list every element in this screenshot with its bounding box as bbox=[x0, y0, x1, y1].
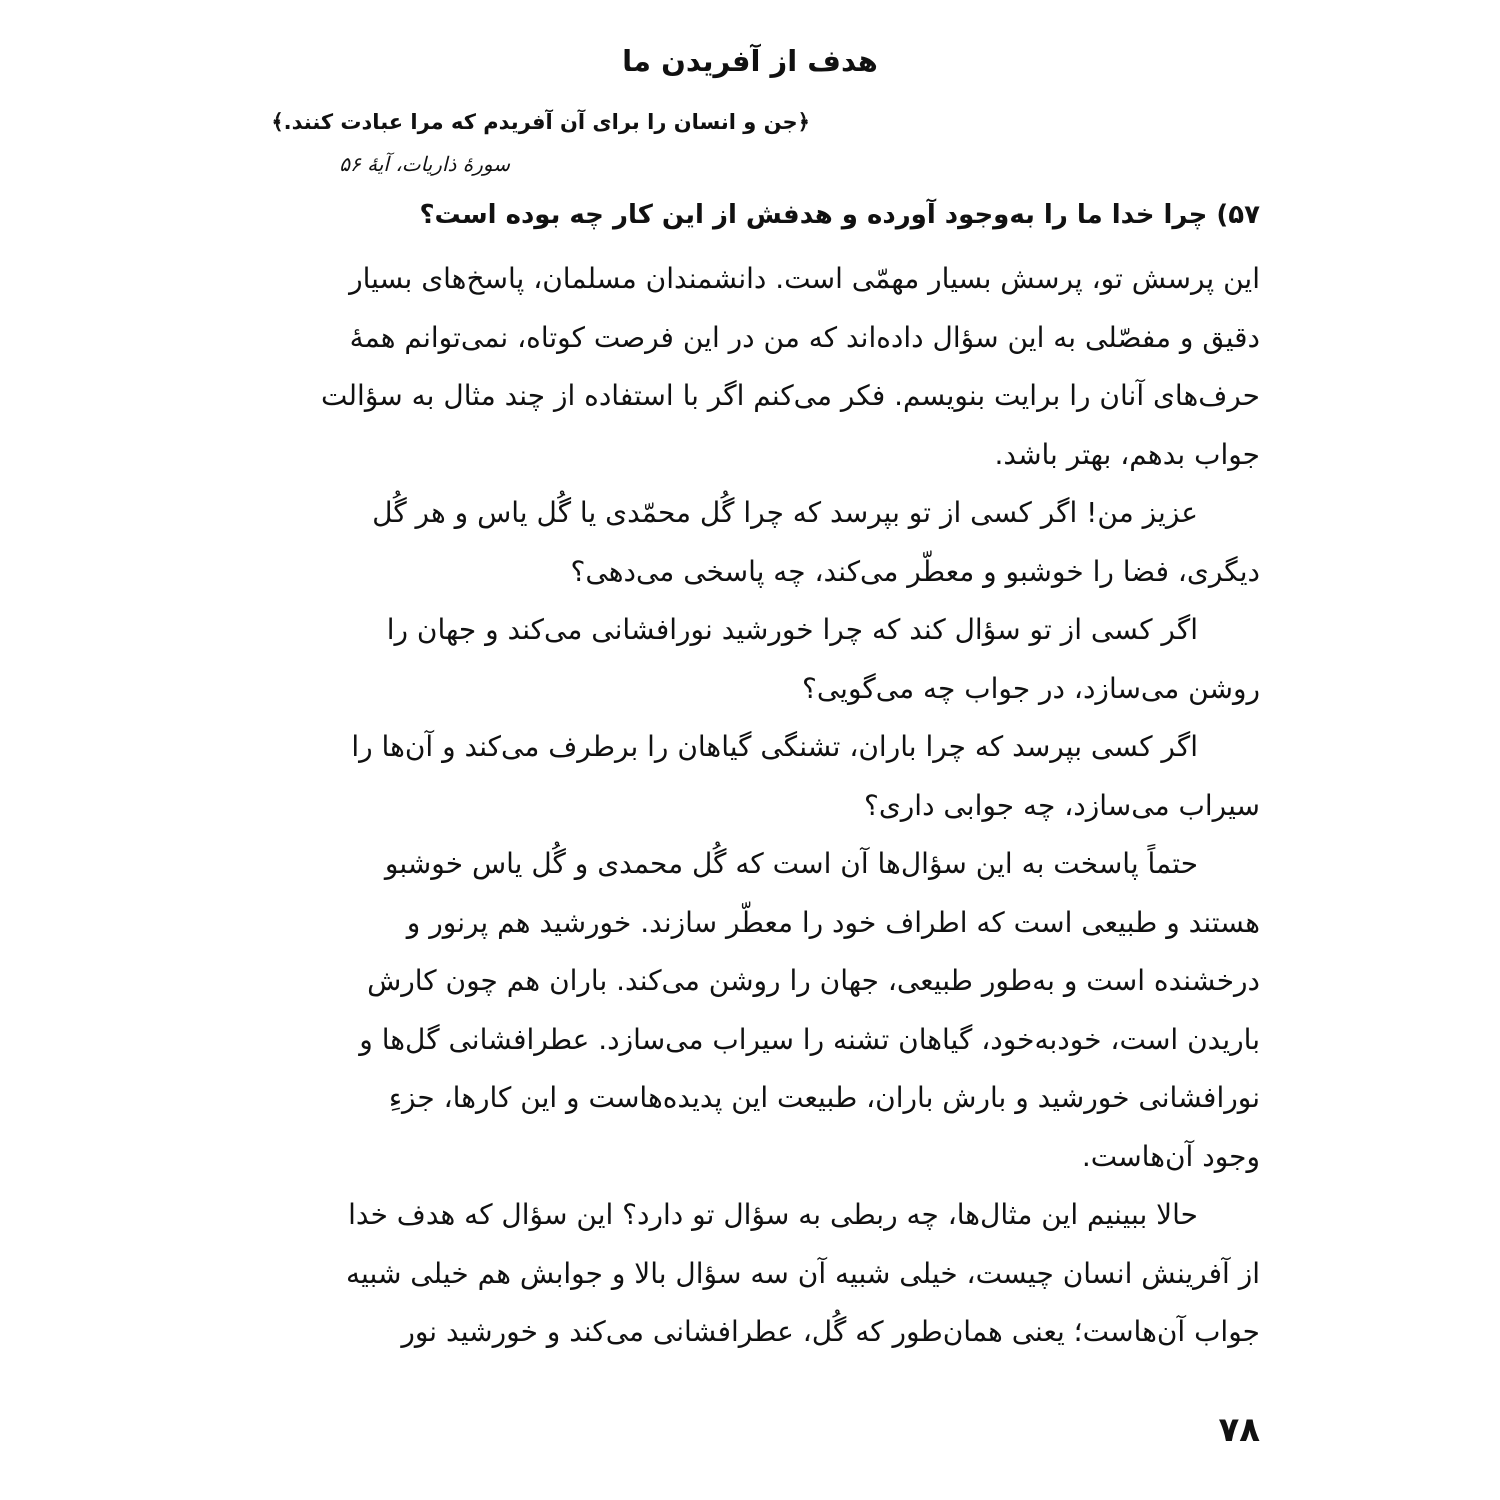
paragraph-3 bbox=[310, 601, 1260, 718]
epigraph-quote: ﴿جن و انسان را برای آن آفریدم که مرا عبادت کنند.﴾ bbox=[271, 110, 810, 134]
text-line: حتماً پاسخت به این سؤال‌ها آن است که گُل محمدی و گُل یاس خوشبو bbox=[384, 847, 1198, 880]
text-line: عزیز من! اگر کسی از تو بپرسد که چرا گُل محمّدی یا گُل یاس و هر گُل bbox=[372, 496, 1198, 529]
epigraph-source: سورهٔ ذاریات، آیهٔ ۵۶ bbox=[339, 152, 510, 176]
text-line: اگر کسی از تو سؤال کند که چرا خورشید نورافشانی می‌کند و جهان را bbox=[386, 613, 1198, 646]
text-line: جواب بدهم، بهتر باشد. bbox=[994, 437, 1260, 471]
text-line: از آفرینش انسان چیست، خیلی شبیه آن سه سؤال بالا و جوابش هم خیلی شبیه bbox=[346, 1256, 1260, 1290]
chapter-title: هدف از آفریدن ما bbox=[622, 44, 878, 78]
text-line: این پرسش تو، پرسش بسیار مهمّی است. دانشمندان مسلمان، پاسخ‌های بسیار bbox=[349, 262, 1260, 295]
text-line: باریدن است، خودبه‌خود، گیاهان تشنه را سیراب می‌سازد. عطرافشانی گل‌ها و bbox=[359, 1022, 1260, 1056]
text-line: دقیق و مفصّلی به این سؤال داده‌اند که من در این فرصت کوتاه، نمی‌توانم همهٔ bbox=[349, 320, 1260, 354]
text-line: وجود آن‌هاست. bbox=[1081, 1139, 1260, 1173]
text-line: درخشنده است و به‌طور طبیعی، جهان را روشن می‌کند. باران هم چون کارش bbox=[367, 964, 1260, 997]
paragraph-1 bbox=[310, 250, 1260, 484]
paragraph-2 bbox=[310, 484, 1260, 601]
page-number: ۷۸ bbox=[1218, 1410, 1260, 1450]
text-line: جواب آن‌هاست؛ یعنی همان‌طور که گُل، عطرافشانی می‌کند و خورشید نور bbox=[401, 1315, 1260, 1348]
text-line: حرف‌های آنان را برایت بنویسم. فکر می‌کنم اگر با استفاده از چند مثال به سؤالت bbox=[321, 379, 1260, 412]
question-heading: ۵۷) چرا خدا ما را به‌وجود آورده و هدفش از این کار چه بوده است؟ bbox=[419, 200, 1260, 230]
paragraph-5 bbox=[310, 835, 1260, 1186]
body-text bbox=[310, 250, 1260, 1362]
paragraph-4 bbox=[310, 718, 1260, 835]
text-line: روشن می‌سازد، در جواب چه می‌گویی؟ bbox=[801, 671, 1260, 705]
paragraph-6 bbox=[310, 1186, 1260, 1362]
text-line: حالا ببینیم این مثال‌ها، چه ربطی به سؤال تو دارد؟ این سؤال که هدف خدا bbox=[348, 1198, 1198, 1231]
text-line: اگر کسی بپرسد که چرا باران، تشنگی گیاهان را برطرف می‌کند و آن‌ها را bbox=[351, 730, 1198, 763]
text-line: هستند و طبیعی است که اطراف خود را معطّر سازند. خورشید هم پرنور و bbox=[406, 905, 1260, 939]
text-line: سیراب می‌سازد، چه جوابی داری؟ bbox=[863, 788, 1260, 822]
text-line: دیگری، فضا را خوشبو و معطّر می‌کند، چه پاسخی می‌دهی؟ bbox=[570, 554, 1260, 588]
text-line: نورافشانی خورشید و بارش باران، طبیعت این پدیده‌هاست و این کارها، جزءِ bbox=[388, 1081, 1260, 1114]
